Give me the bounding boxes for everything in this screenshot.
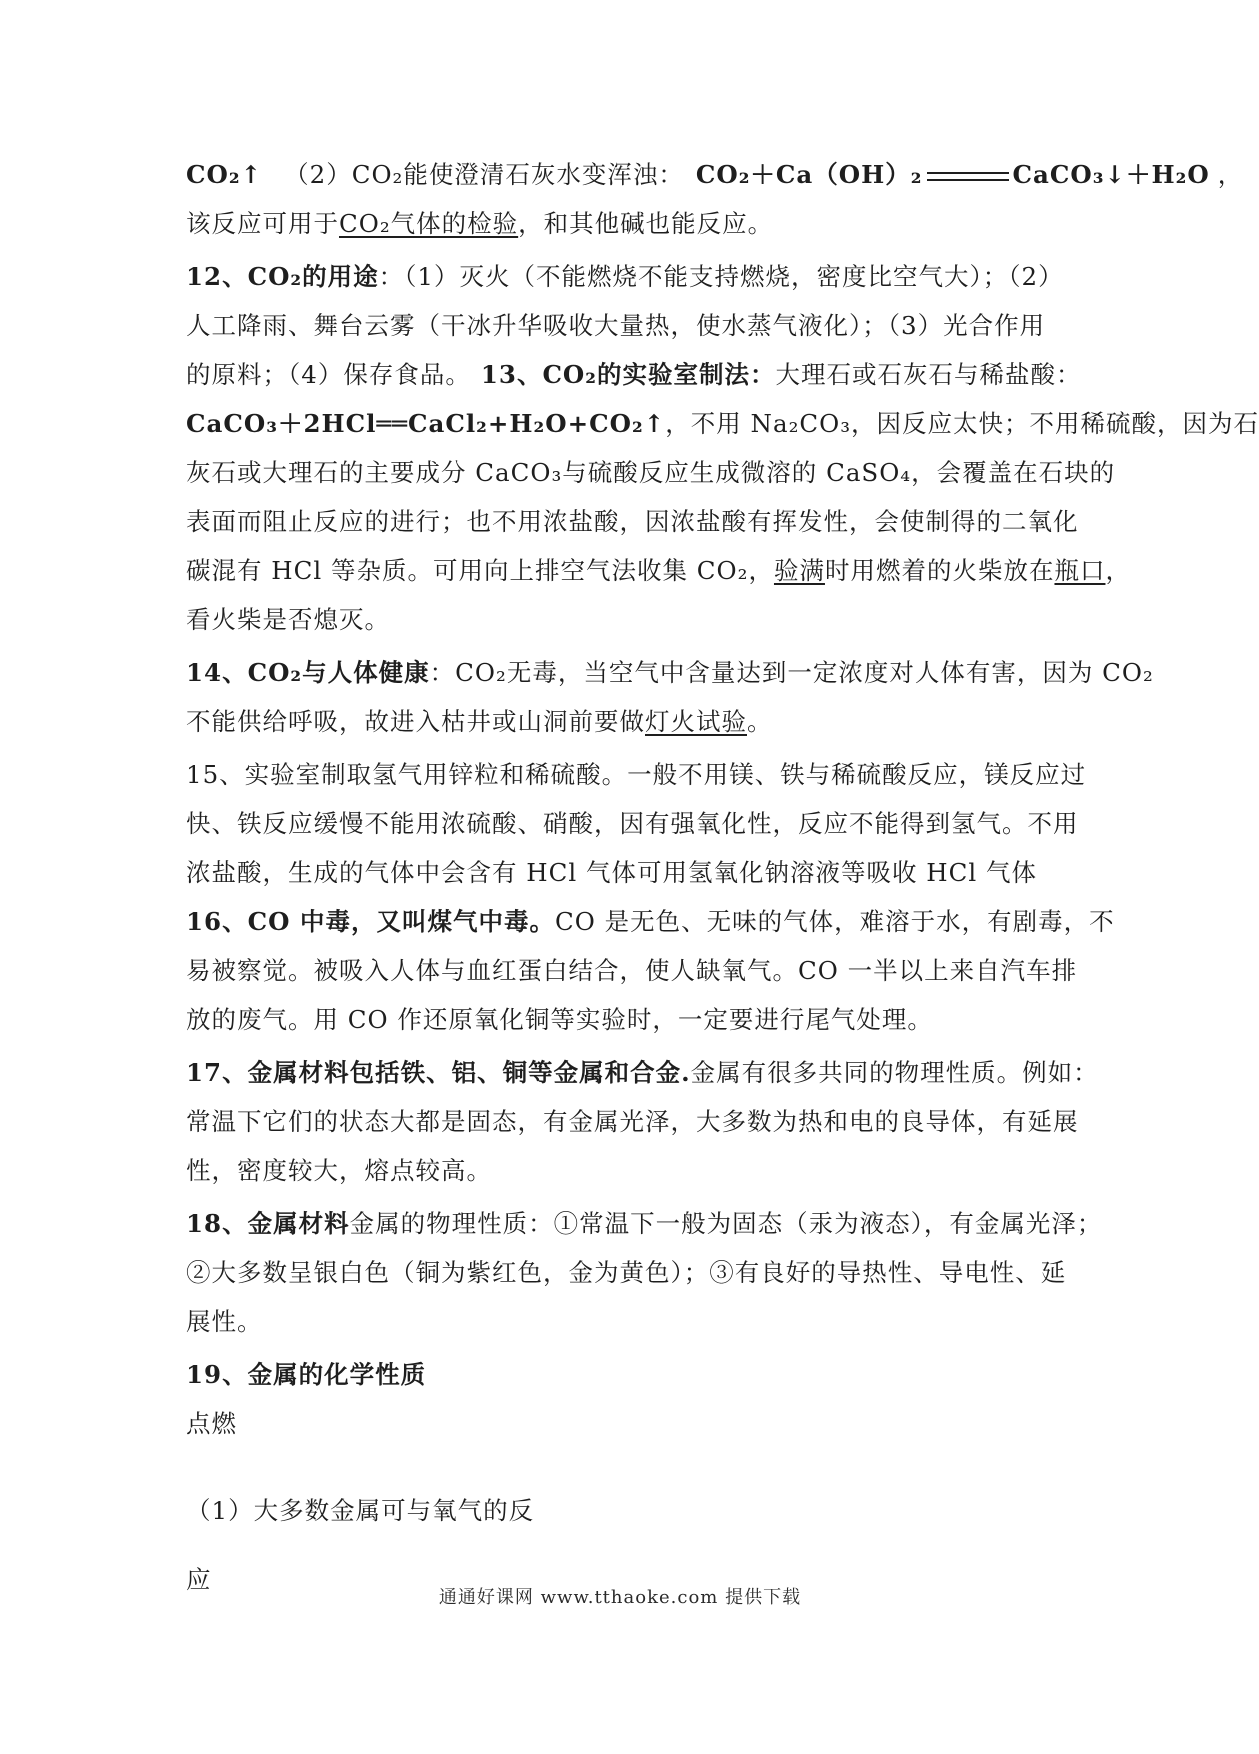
text-run: 常温下它们的状态大都是固态，有金属光泽，大多数为热和电的良导体，有延展 xyxy=(186,1107,1079,1136)
text-run: 灰石或大理石的主要成分 CaCO₃与硫酸反应生成微溶的 CaSO₄，会覆盖在石块的 xyxy=(186,458,1116,487)
text-line xyxy=(186,252,1064,301)
text-line xyxy=(186,1146,1056,1195)
underlined-term: 灯火试验 xyxy=(645,707,747,736)
text-run: 展性。 xyxy=(186,1307,263,1336)
text-run: ， xyxy=(1217,160,1244,189)
section-heading-18: 18、金属材料 xyxy=(186,1209,350,1238)
text-run: ：CO₂无毒，当空气中含量达到一定浓度对人体有害，因为 CO₂ xyxy=(429,658,1154,687)
text-line xyxy=(186,799,1079,848)
text-line xyxy=(186,301,1056,350)
text-line xyxy=(186,1199,1103,1248)
text-run: ，和其他碱也能反应。 xyxy=(518,209,774,238)
text-run: 。 xyxy=(747,707,773,736)
text-run: ：（1）灭火（不能燃烧不能支持燃烧，密度比空气大）；（2） xyxy=(378,262,1064,291)
text-run: 金属有很多共同的物理性质。例如： xyxy=(690,1058,1099,1087)
text-run: CO 是无色、无味的气体，难溶于水，有剧毒，不 xyxy=(554,907,1115,936)
text-run: 不能供给呼吸，故进入枯井或山洞前要做 xyxy=(186,707,645,736)
equation-right: CaCO₃↓＋H₂O xyxy=(1012,160,1210,189)
text-line xyxy=(186,750,1087,799)
section-heading-13: 13、CO₂的实验室制法： xyxy=(480,360,776,389)
text-line xyxy=(186,448,1116,497)
co2-gas-symbol: CO₂↑ xyxy=(186,160,263,189)
text-run: 放的废气。用 CO 作还原氧化铜等实验时，一定要进行尾气处理。 xyxy=(186,1005,933,1034)
text-run: 该反应可用于 xyxy=(186,209,339,238)
text-line xyxy=(186,1399,1056,1448)
text-line xyxy=(186,946,1078,995)
document-body xyxy=(186,150,1259,1604)
section-heading-14: 14、CO₂与人体健康 xyxy=(186,658,430,687)
text-line xyxy=(186,350,1082,399)
text-line xyxy=(186,595,1056,644)
text-run: ，不用 Na₂CO₃，因反应太快；不用稀硫酸，因为石 xyxy=(665,409,1259,438)
text-run: 易被察觉。被吸入人体与血红蛋白结合，使人缺氧气。CO 一半以上来自汽车排 xyxy=(186,956,1078,985)
text-line xyxy=(186,399,1259,448)
text-run: 人工降雨、舞台云雾（干冰升华吸收大量热，使水蒸气液化）；（3）光合作用 xyxy=(186,311,1046,340)
section-heading-12: 12、CO₂的用途 xyxy=(186,262,379,291)
chemical-equation: CaCO₃＋2HCl══CaCl₂+H₂O+CO₂↑ xyxy=(186,409,666,438)
text-line xyxy=(186,1248,1067,1297)
text-line xyxy=(186,897,1115,946)
text-run: 碳混有 HCl 等杂质。可用向上排空气法收集 CO₂， xyxy=(186,556,774,585)
text-run: 的原料；（4）保存食品。 xyxy=(186,360,471,389)
text-line xyxy=(186,995,1056,1044)
equation-left: CO₂＋Ca（OH）₂ xyxy=(695,160,923,189)
section-heading-16: 16、CO 中毒，又叫煤气中毒。 xyxy=(186,907,555,936)
text-line xyxy=(186,1350,1056,1399)
text-run: 看火柴是否熄灭。 xyxy=(186,605,390,634)
text-run: 性，密度较大，熔点较高。 xyxy=(186,1156,492,1185)
underlined-term: CO₂气体的检验 xyxy=(339,209,519,238)
text-run: （1）大多数金属可与氧气的反 xyxy=(186,1496,535,1525)
text-run: 快、铁反应缓慢不能用浓硫酸、硝酸，因有强氧化性，反应不能得到氢气。不用 xyxy=(186,809,1079,838)
text-line xyxy=(186,1048,1099,1097)
text-line xyxy=(186,697,1056,746)
text-line xyxy=(186,1297,1056,1346)
reaction-condition-label: 点燃 xyxy=(186,1409,237,1438)
text-line xyxy=(186,1486,1056,1535)
text-run: 浓盐酸，生成的气体中会含有 HCl 气体可用氢氧化钠溶液等吸收 HCl 气体 xyxy=(186,858,1038,887)
text-run: ②大多数呈银白色（铜为紫红色，金为黄色）；③有良好的导热性、导电性、延 xyxy=(186,1258,1067,1287)
text-run: 大理石或石灰石与稀盐酸： xyxy=(775,360,1082,389)
underlined-term: 瓶口 xyxy=(1054,556,1106,585)
text-run: 应 xyxy=(186,1565,212,1594)
text-run: 金属的物理性质：①常温下一般为固态（汞为液态），有金属光泽； xyxy=(349,1209,1103,1238)
page-footer: 通通好课网 www.tthaoke.com 提供下载 xyxy=(438,1587,802,1608)
section-heading-19: 19、金属的化学性质 xyxy=(186,1360,427,1389)
underlined-term: 验满 xyxy=(773,556,825,585)
text-line xyxy=(186,497,1079,546)
text-run: （2）CO₂能使澄清石灰水变浑浊： xyxy=(284,160,684,189)
section-heading-17: 17、金属材料包括铁、铝、铜等金属和合金. xyxy=(186,1058,691,1087)
text-run: ， xyxy=(1105,556,1131,585)
section-15-text: 15、实验室制取氢气用锌粒和稀硫酸。一般不用镁、铁与稀硫酸反应，镁反应过 xyxy=(186,760,1087,789)
text-line xyxy=(186,648,1154,697)
text-line xyxy=(186,848,1056,897)
text-run: 表面而阻止反应的进行；也不用浓盐酸，因浓盐酸有挥发性，会使制得的二氧化 xyxy=(186,507,1079,536)
text-line xyxy=(186,199,1056,248)
text-run: 时用燃着的火柴放在 xyxy=(824,556,1055,585)
text-line xyxy=(186,546,1131,595)
text-line xyxy=(186,1097,1079,1146)
text-line xyxy=(186,150,1244,199)
equation-equals-sign xyxy=(927,172,1009,181)
